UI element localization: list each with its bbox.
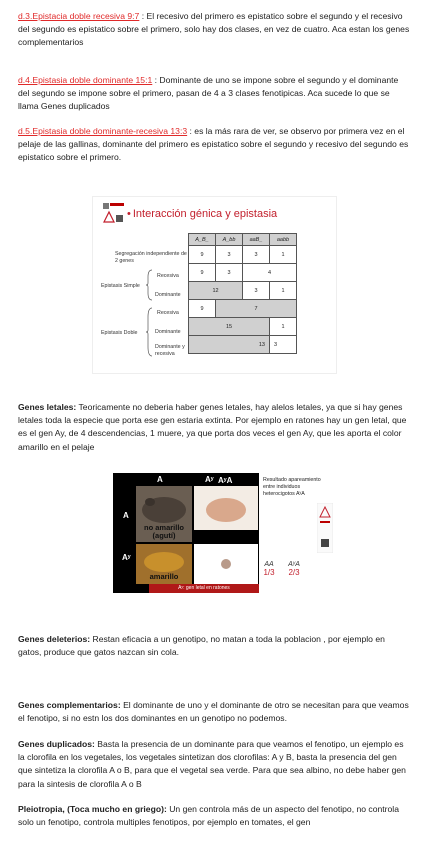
table-cell: 12	[189, 282, 243, 300]
table-row	[189, 282, 297, 300]
table-cell: 3	[243, 246, 270, 264]
label-no-amarillo: no amarillo (agutí)	[143, 523, 184, 540]
bracket-doble-icon	[145, 307, 153, 357]
table-row	[189, 246, 297, 264]
pleiotropia-title: Pleiotropia, (Toca mucho en griego):	[18, 804, 167, 814]
university-logo-icon	[103, 203, 125, 223]
mouse-panel-ayA	[135, 543, 193, 585]
table-row	[189, 300, 297, 318]
table-cell: 15	[189, 318, 270, 336]
mouse-panel-ayay	[193, 543, 259, 585]
table-header-row	[189, 234, 297, 246]
letales-title: Genes letales:	[18, 402, 77, 412]
result-text: Resultado apareamiento entre individuos heterocigotos AʸA	[263, 477, 321, 497]
table-cell: 1	[270, 318, 297, 336]
table-cell: 7	[216, 300, 297, 318]
table-cell: 3	[270, 336, 297, 354]
col-header-a: A	[157, 475, 163, 484]
section-d5-title: d.5.Epistasia doble dominante-recesiva 13:3	[18, 126, 188, 136]
embryo-icon	[194, 544, 258, 584]
header-aya: AʸA	[218, 476, 233, 485]
section-duplicados	[18, 738, 410, 791]
complementarios-title: Genes complementarios:	[18, 700, 121, 710]
label-epistasis-simple: Epistasis Simple	[101, 283, 140, 289]
epistasis-figure	[92, 196, 337, 374]
label-doble-dominante: Dominante	[155, 329, 181, 335]
agouti-mouse-icon	[136, 486, 192, 526]
label-segregacion: Segregación independiente de 2 genes	[115, 251, 187, 264]
genotype-aa: AA	[264, 561, 274, 568]
ratio-aya	[283, 561, 305, 577]
table-row	[189, 336, 297, 354]
ratio-aa-value: 1/3	[263, 568, 275, 577]
duplicados-title: Genes duplicados:	[18, 739, 95, 749]
label-simple-recesiva: Recesiva	[157, 273, 179, 279]
deleterios-title: Genes deleterios:	[18, 634, 91, 644]
label-simple-dominante: Dominante	[155, 292, 181, 298]
table-cell: 9	[189, 246, 216, 264]
table-cell: 4	[243, 264, 297, 282]
row-header-a: A	[123, 511, 129, 520]
table-cell: 1	[270, 282, 297, 300]
section-d5-text: : es la más rara de ver, se observo por primera vez en el pelaje de las gallinas, dominante del primero es epistatico sobre el segundo y recesivo del segundo es epistatico sobre el primero.	[18, 126, 409, 163]
yellow-mouse-icon	[194, 486, 258, 530]
lethal-gene-figure	[113, 473, 333, 595]
figure-title: • Interacción génica y epistasia	[127, 208, 278, 220]
mouse-panel-aa	[135, 485, 193, 543]
section-complementarios	[18, 699, 410, 725]
ratio-aa	[259, 561, 279, 577]
row-header-ay: Aʸ	[122, 553, 131, 562]
table-cell: 1	[270, 246, 297, 264]
header-cell: aaB_	[243, 234, 270, 246]
mouse-panel-aya	[193, 476, 259, 531]
section-pleiotropia	[18, 803, 410, 829]
label-amarillo: amarillo	[149, 572, 179, 581]
section-deleterios	[18, 633, 410, 659]
epistasis-table	[188, 233, 297, 354]
label-doble-dominante-recesiva: Dominante y recesiva	[155, 344, 185, 357]
table-cell: 3	[216, 246, 243, 264]
section-letales	[18, 401, 410, 454]
genotype-aya: AʸA	[288, 561, 300, 568]
ratio-aya-value: 2/3	[288, 568, 300, 577]
section-d4	[18, 74, 410, 114]
section-d3-title: d.3.Epistacia doble recesiva 9:7	[18, 11, 140, 21]
label-epistasis-doble: Epistasis Doble	[101, 330, 138, 336]
table-cell: 9	[189, 264, 216, 282]
section-d3	[18, 10, 410, 50]
header-cell: A_B_	[189, 234, 216, 246]
university-logo-icon	[317, 503, 333, 553]
header-cell: A_bb	[216, 234, 243, 246]
table-cell: 3	[243, 282, 270, 300]
bracket-simple-icon	[145, 269, 153, 301]
section-d4-title: d.4.Epistasia doble dominante 15:1	[18, 75, 153, 85]
complementarios-text: El dominante de uno y el dominante de otro se necesitan para que veamos el fenotipo, si no estn los dos dominantes en un genotipo no podemos.	[18, 700, 409, 724]
section-d5	[18, 125, 410, 165]
table-cell: 9	[189, 300, 216, 318]
section-d4-text: : Dominante de uno se impone sobre el segundo y el dominante del segundo se impone sobre el primero, pasan de 4 a 3 clases fenotipicas. Aca sucede lo que se llama Genes duplicados	[18, 75, 399, 112]
table-row	[189, 264, 297, 282]
mice-punnett	[113, 473, 259, 593]
table-row	[189, 318, 297, 336]
table-cell: 3	[216, 264, 243, 282]
duplicados-text: Basta la presencia de un dominante para que veamos el fenotipo, un ejemplo es la clorofila en los vegetales, los vegetales sintetizan dos clorofilas: A y B, basta la presencia del gen que sintetiza la clorofila A o B, para que el vegetal sea verde. Para que sea albino, no debe haber gen para la sintesis de clorofila A o B	[18, 739, 406, 789]
deleterios-text: Restan eficacia a un genotipo, no matan a toda la poblacion , por ejemplo en gatos, produce que gatos nazcan sin cola.	[18, 634, 385, 658]
header-cell: aabb	[270, 234, 297, 246]
label-doble-recesiva: Recesiva	[157, 310, 179, 316]
col-header-ay: Aʸ	[205, 475, 214, 484]
yellow-mouse-icon	[136, 544, 192, 574]
pleiotropia-text: Un gen controla más de un aspecto del fenotipo, no controla solo un fenotipo, controla multiples fenotipos, por ejemplo en tomates, el gen	[18, 804, 399, 828]
lethal-gene-caption: Aʸ: gen letal en ratones	[149, 584, 259, 593]
table-cell: 13	[189, 336, 270, 354]
section-d3-text: : El recesivo del primero es epistatico sobre el segundo y el recesivo del segundo es epistatico sobre el primero, solo hay dos clases, en vez de cuatro. Aca estan los genes complementarios	[18, 11, 410, 48]
letales-text: Teoricamente no deberia haber genes letales, hay alelos letales, ya que si hay genes letales toda la especie que porta ese gen estaria extinta. Por ejemplo en ratones hay un gen letal, que es el gen Ay, de 4 descendencias, 1 muere, ya que porta dos veces el gen Ay, que les aporta el color amarillo en el pelaje	[18, 402, 407, 452]
